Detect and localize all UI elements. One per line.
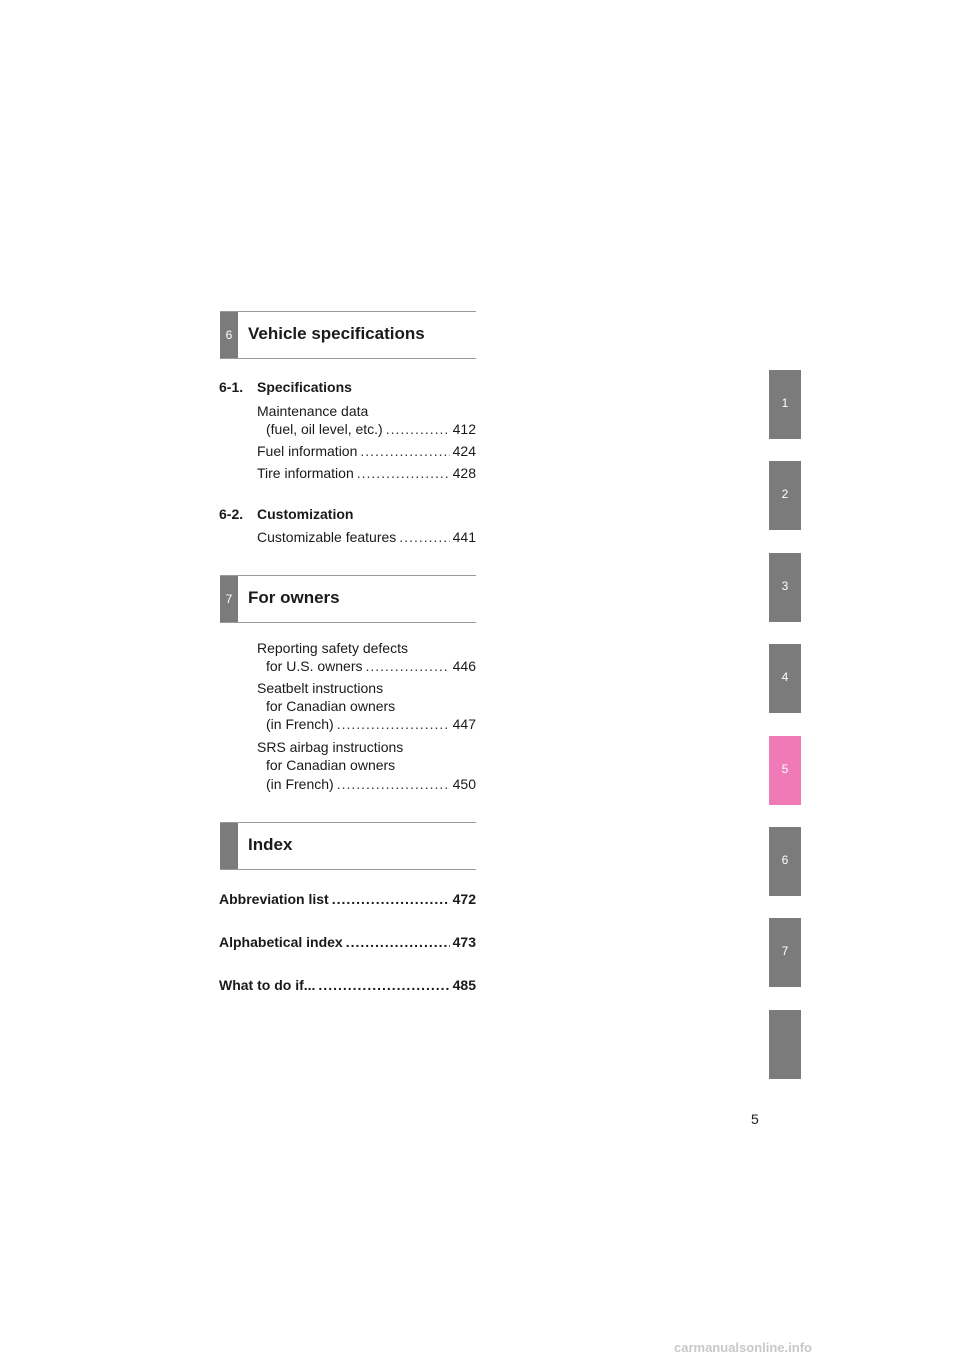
chapter-tab-3[interactable] [769, 553, 801, 622]
dot-leader [337, 775, 450, 793]
section-number [220, 823, 238, 869]
page-ref: 485 [452, 977, 476, 993]
toc-entry-alphabetical-index[interactable] [219, 933, 476, 951]
page-ref: 428 [452, 465, 476, 481]
chapter-tab-2[interactable] [769, 461, 801, 530]
section-title: Index [248, 835, 293, 854]
dot-leader [357, 464, 450, 482]
tab-label: 3 [781, 579, 789, 593]
toc-entry-label: Tire information [257, 465, 354, 481]
tab-label: 6 [781, 853, 789, 867]
section-header-vehicle-specifications [220, 311, 476, 359]
tab-label: 7 [781, 944, 789, 958]
chapter-title: Specifications [257, 379, 352, 395]
section-title: Vehicle specifications [248, 324, 425, 343]
toc-entry-customizable-features[interactable] [257, 528, 476, 546]
toc-entry-tire-information[interactable] [257, 464, 476, 482]
toc-entry-reporting-safety-defects[interactable] [266, 657, 476, 675]
page-ref: 412 [452, 421, 476, 437]
toc-entry-label: for U.S. owners [266, 658, 363, 674]
chapter-number: 6-2. [219, 506, 244, 522]
toc-entry-maintenance-data[interactable] [266, 420, 476, 438]
dot-leader [318, 976, 449, 994]
page-ref: 424 [452, 443, 476, 459]
toc-entry-label[interactable]: for Canadian owners [266, 757, 396, 773]
toc-entry-label: (in French) [266, 716, 334, 732]
dot-leader [360, 442, 449, 460]
chapter-tab-4[interactable] [769, 644, 801, 713]
section-header-index [220, 822, 476, 870]
chapter-title: Customization [257, 506, 354, 522]
page-number: 5 [751, 1111, 759, 1127]
toc-entry-label: (fuel, oil level, etc.) [266, 421, 383, 437]
dot-leader [365, 657, 449, 675]
toc-entry-fuel-information[interactable] [257, 442, 476, 460]
chapter-tab-5-active[interactable] [769, 736, 801, 805]
toc-entry-label: Abbreviation list [219, 891, 329, 907]
toc-entry-label[interactable]: Maintenance data [257, 403, 369, 419]
section-title: For owners [248, 588, 340, 607]
toc-entry-srs-airbag-instructions[interactable] [266, 775, 476, 793]
tab-label: 2 [781, 487, 789, 501]
toc-entry-label[interactable]: for Canadian owners [266, 698, 396, 714]
toc-entry-label: (in French) [266, 776, 334, 792]
page-ref: 472 [452, 891, 476, 907]
chapter-tab-6[interactable] [769, 827, 801, 896]
page-ref: 441 [452, 529, 476, 545]
page-ref: 473 [452, 934, 476, 950]
toc-entry-label: Fuel information [257, 443, 358, 459]
dot-leader [337, 715, 450, 733]
dot-leader [332, 890, 450, 908]
tab-label: 1 [781, 396, 789, 410]
toc-entry-label: What to do if... [219, 977, 316, 993]
toc-entry-label[interactable]: Seatbelt instructions [257, 680, 384, 696]
tab-label: 5 [781, 762, 789, 776]
toc-entry-what-to-do-if[interactable] [219, 976, 476, 994]
page-ref: 446 [452, 658, 476, 674]
chapter-tab-index[interactable] [769, 1010, 801, 1079]
chapter-number: 6-1. [219, 379, 244, 395]
toc-entry-label: Alphabetical index [219, 934, 343, 950]
toc-entry-seatbelt-instructions[interactable] [266, 715, 476, 733]
toc-entry-label[interactable]: Reporting safety defects [257, 640, 408, 656]
toc-entry-label[interactable]: SRS airbag instructions [257, 739, 404, 755]
page-ref: 447 [452, 716, 476, 732]
chapter-tab-1[interactable] [769, 370, 801, 439]
dot-leader [346, 933, 450, 951]
section-number: 7 [220, 576, 238, 622]
section-number: 6 [220, 312, 238, 358]
toc-entry-abbreviation-list[interactable] [219, 890, 476, 908]
section-header-for-owners [220, 575, 476, 623]
chapter-tab-7[interactable] [769, 918, 801, 987]
toc-entry-label: Customizable features [257, 529, 397, 545]
tab-label: 4 [781, 670, 789, 684]
dot-leader [399, 528, 449, 546]
page-ref: 450 [452, 776, 476, 792]
dot-leader [386, 420, 450, 438]
watermark: carmanualsonline.info [674, 1340, 812, 1355]
